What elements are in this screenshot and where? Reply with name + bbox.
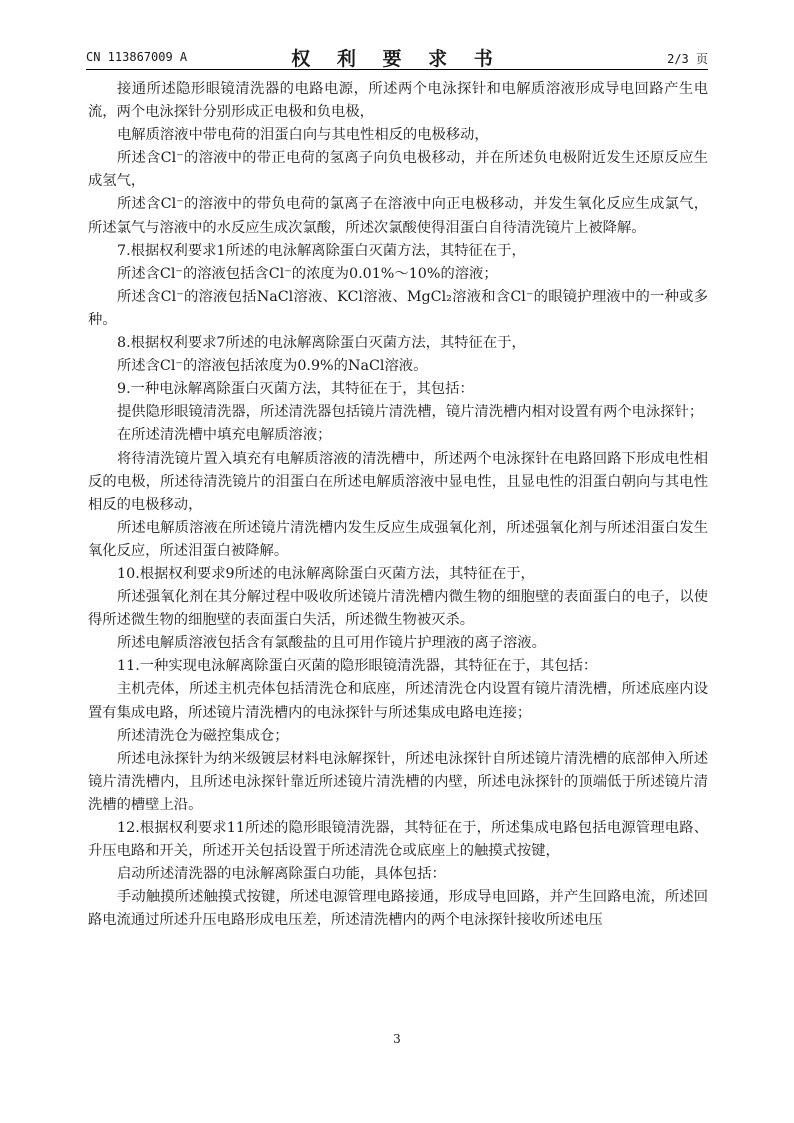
claim-paragraph: 启动所述清洗器的电泳解离除蛋白功能，具体包括： (117, 866, 446, 883)
page-header (86, 44, 708, 68)
claim-paragraph: 手动触摸所述触摸式按键，所述电源管理电路接通，形成导电回路，并产生回路电流，所述回路电流通过所述升压电路形成电压差，所述清洗槽内的两个电泳探针接收所述电压 (88, 889, 708, 929)
claim-paragraph: 11.一种实现电泳解离除蛋白灭菌的隐形眼镜清洗器，其特征在于，其包括： (117, 658, 598, 675)
header-rule (86, 69, 708, 70)
claim-paragraph: 所述含Cl⁻的溶液包括含Cl⁻的浓度为0.01%～10%的溶液； (117, 265, 498, 282)
claim-paragraph: 提供隐形眼镜清洗器，所述清洗器包括镜片清洗槽，镜片清洗槽内相对设置有两个电泳探针； (117, 404, 704, 421)
page-title: 权 利 要 求 书 (291, 48, 503, 70)
page-number: 3 (393, 1032, 401, 1046)
claim-paragraph: 所述电解质溶液包括含有氯酸盐的且可用作镜片护理液的离子溶液。 (117, 635, 546, 652)
claim-paragraph: 所述电解质溶液在所述镜片清洗槽内发生反应生成强氧化剂，所述强氧化剂与所述泪蛋白发生氧化反应，所述泪蛋白被降解。 (88, 519, 708, 559)
claim-paragraph: 所述含Cl⁻的溶液中的带正电荷的氢离子向负电极移动，并在所述负电极附近发生还原反应生成氢气， (88, 150, 708, 190)
claim-paragraph: 主机壳体，所述主机壳体包括清洗仓和底座，所述清洗仓内设置有镜片清洗槽，所述底座内设置有集成电路，所述镜片清洗槽内的电泳探针与所述集成电路电连接； (88, 681, 708, 721)
claim-paragraph: 7.根据权利要求1所述的电泳解离除蛋白灭菌方法，其特征在于， (117, 242, 526, 259)
claim-paragraph: 8.根据权利要求7所述的电泳解离除蛋白灭菌方法，其特征在于， (117, 335, 526, 352)
claim-paragraph: 在所述清洗槽中填充电解质溶液； (117, 427, 332, 444)
claims-body (88, 78, 708, 932)
claim-paragraph: 所述含Cl⁻的溶液中的带负电荷的氯离子在溶液中向正电极移动，并发生氧化反应生成氯气，所述氯气与溶液中的水反应生成次氯酸，所述次氯酸使得泪蛋白自待清洗镜片上被降解。 (88, 196, 708, 236)
claim-paragraph: 将待清洗镜片置入填充有电解质溶液的清洗槽中，所述两个电泳探针在电路回路下形成电性相反的电极，所述待清洗镜片的泪蛋白在所述电解质溶液中显电性，且显电性的泪蛋白朝向与其电性相反的电极移动， (88, 450, 708, 513)
page-indicator: 2/3 页 (667, 52, 708, 66)
claim-paragraph: 所述强氧化剂在其分解过程中吸收所述镜片清洗槽内微生物的细胞壁的表面蛋白的电子，以使得所述微生物的细胞壁的表面蛋白失活，所述微生物被灭杀。 (88, 589, 708, 629)
claim-paragraph: 接通所述隐形眼镜清洗器的电路电源，所述两个电泳探针和电解质溶液形成导电回路产生电流，两个电泳探针分别形成正电极和负电极， (88, 81, 708, 121)
claim-paragraph: 所述清洗仓为磁控集成仓； (117, 727, 289, 744)
claim-paragraph: 所述电泳探针为纳米级镀层材料电泳解探针，所述电泳探针自所述镜片清洗槽的底部伸入所述镜片清洗槽内，且所述电泳探针靠近所述镜片清洗槽的内壁，所述电泳探针的顶端低于所述镜片清洗槽的槽壁上沿。 (88, 750, 708, 813)
claim-paragraph: 所述含Cl⁻的溶液包括浓度为0.9%的NaCl溶液。 (117, 358, 428, 375)
claim-paragraph: 12.根据权利要求11所述的隐形眼镜清洗器，其特征在于，所述集成电路包括电源管理电路、升压电路和开关，所述开关包括设置于所述清洗仓或底座上的触摸式按键， (88, 820, 708, 860)
claim-paragraph: 10.根据权利要求9所述的电泳解离除蛋白灭菌方法，其特征在于， (117, 565, 535, 582)
doc-number: CN 113867009 A (86, 50, 188, 64)
claim-paragraph: 所述含Cl⁻的溶液包括NaCl溶液、KCl溶液、MgCl₂溶液和含Cl⁻的眼镜护理液中的一种或多种。 (88, 288, 708, 328)
claim-paragraph: 电解质溶液中带电荷的泪蛋白向与其电性相反的电极移动， (117, 127, 489, 144)
claim-paragraph: 9.一种电泳解离除蛋白灭菌方法，其特征在于，其包括： (117, 381, 474, 398)
